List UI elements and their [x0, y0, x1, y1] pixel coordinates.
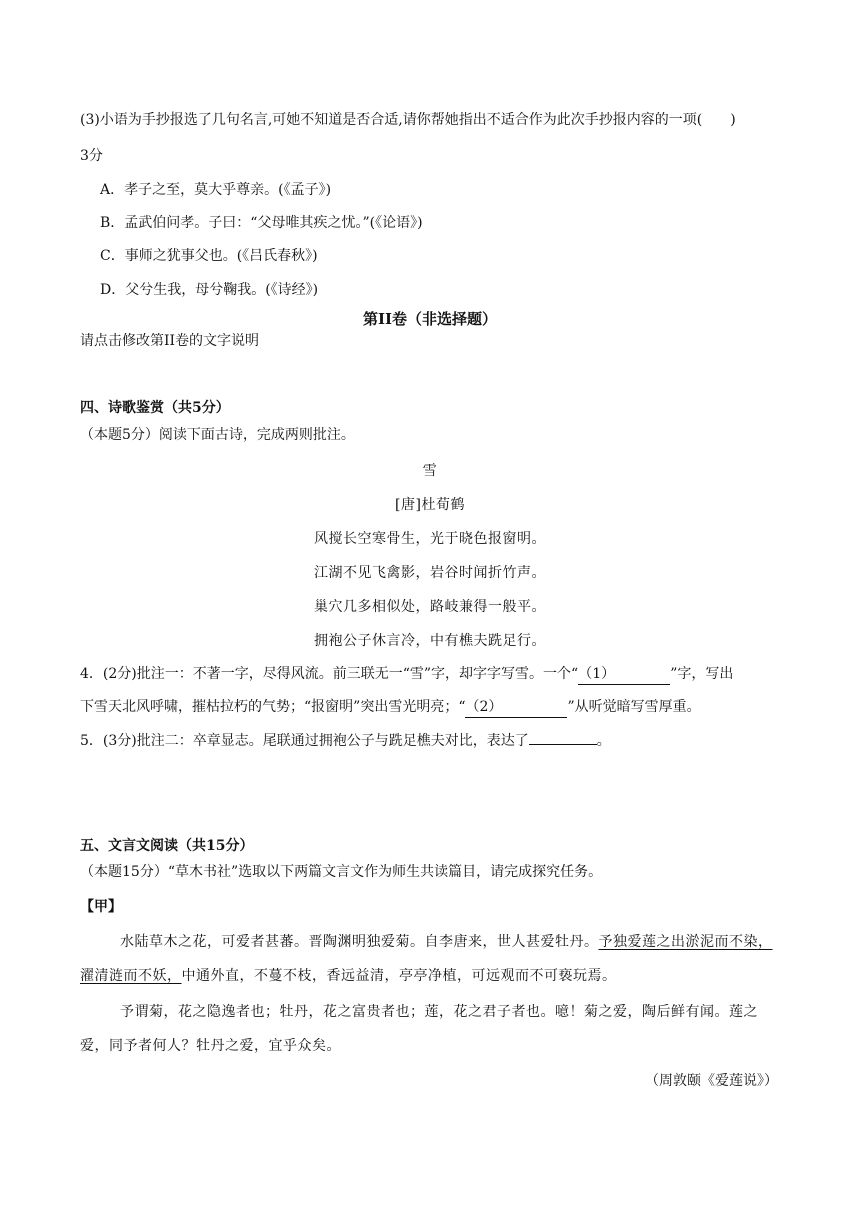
passage-p2-line-1: 予谓菊，花之隐逸者也；牡丹，花之富贵者也；莲，花之君子者也。噫！菊之爱，陶后鲜有闻。莲之 — [120, 1004, 758, 1020]
poem-line-1: 风搅长空寒骨生，光于晓色报窗明。 — [314, 531, 546, 547]
section4-intro: （本题5分）阅读下面古诗，完成两则批注。 — [80, 427, 355, 443]
poem-line-3: 巢穴几多相似处，路岐兼得一般平。 — [314, 599, 546, 615]
poem-author: [唐]杜荀鹤 — [395, 497, 465, 513]
q3-score: 3分 — [80, 148, 103, 164]
q3-option-b: B．孟武伯问孝。子曰：“父母唯其疾之忧。”(《论语》) — [100, 215, 423, 231]
q3-stem: (3)小语为手抄报选了几句名言,可她不知道是否合适,请你帮她指出不适合作为此次手抄报内容的一项( ) — [80, 112, 736, 128]
q4-text-b: ”字，写出 — [670, 666, 734, 682]
poem-line-2: 江湖不见飞禽影，岩谷时闻折竹声。 — [314, 565, 546, 581]
section5-intro: （本题15分）“草木书社”选取以下两篇文言文作为师生共读篇目，请完成探究任务。 — [80, 864, 603, 880]
poem-line-4: 拥袍公子休言冷，中有樵夫跣足行。 — [314, 633, 546, 649]
q4-blank-2[interactable]: （2） — [465, 697, 567, 718]
passage-source: （周敦颐《爱莲说》） — [645, 1073, 778, 1089]
passage-underlined-2: 濯清涟而不妖， — [80, 968, 182, 984]
q5-text: 5．(3分)批注二：卒章显志。尾联通过拥袍公子与跣足樵夫对比，表达了 — [80, 733, 529, 749]
passage-underlined-1: 予独爱莲之出淤泥而不染， — [598, 934, 773, 950]
poem-title: 雪 — [422, 463, 438, 479]
q3-option-d: D．父兮生我，母兮鞠我。(《诗经》) — [100, 282, 319, 298]
q4-text-d: ”从听觉暗写雪厚重。 — [567, 699, 701, 715]
q4-text-a: 4．(2分)批注一：不著一字，尽得风流。前三联无一“雪”字，却字字写雪。一个“ — [80, 666, 579, 682]
passage-p2-line-2: 爱，同予者何人？牡丹之爱，宜乎众矣。 — [80, 1038, 341, 1054]
part2-note: 请点击修改第II卷的文字说明 — [80, 333, 260, 349]
q4-blank-1[interactable]: （1） — [578, 664, 670, 685]
q4-text-c: 下雪天北风呼啸，摧枯拉朽的气势；“报窗明”突出雪光明亮；“ — [80, 699, 466, 715]
q4-line-1 — [80, 664, 733, 685]
section4-heading: 四、诗歌鉴赏（共5分） — [80, 400, 230, 416]
passage-p1-line-1: 水陆草木之花，可爱者甚蕃。晋陶渊明独爱菊。自李唐来，世人甚爱牡丹。予独爱莲之出淤泥而不染， — [120, 934, 773, 950]
passage-p1-line-2: 濯清涟而不妖，中通外直，不蔓不枝，香远益清，亭亭净植，可远观而不可亵玩焉。 — [80, 968, 617, 984]
q3-option-c: C．事师之犹事父也。(《吕氏春秋》) — [100, 248, 318, 264]
q5-blank[interactable] — [529, 730, 597, 745]
part2-title: 第II卷（非选择题） — [362, 310, 498, 328]
q4-line-2 — [80, 697, 701, 718]
section5-heading: 五、文言文阅读（共15分） — [80, 838, 254, 854]
q3-option-a: A．孝子之至，莫大乎尊亲。(《孟子》) — [100, 182, 332, 198]
section5-label: 【甲】 — [80, 899, 122, 915]
q5-line: 5．(3分)批注二：卒章显志。尾联通过拥袍公子与跣足樵夫对比，表达了 。 — [80, 730, 611, 751]
